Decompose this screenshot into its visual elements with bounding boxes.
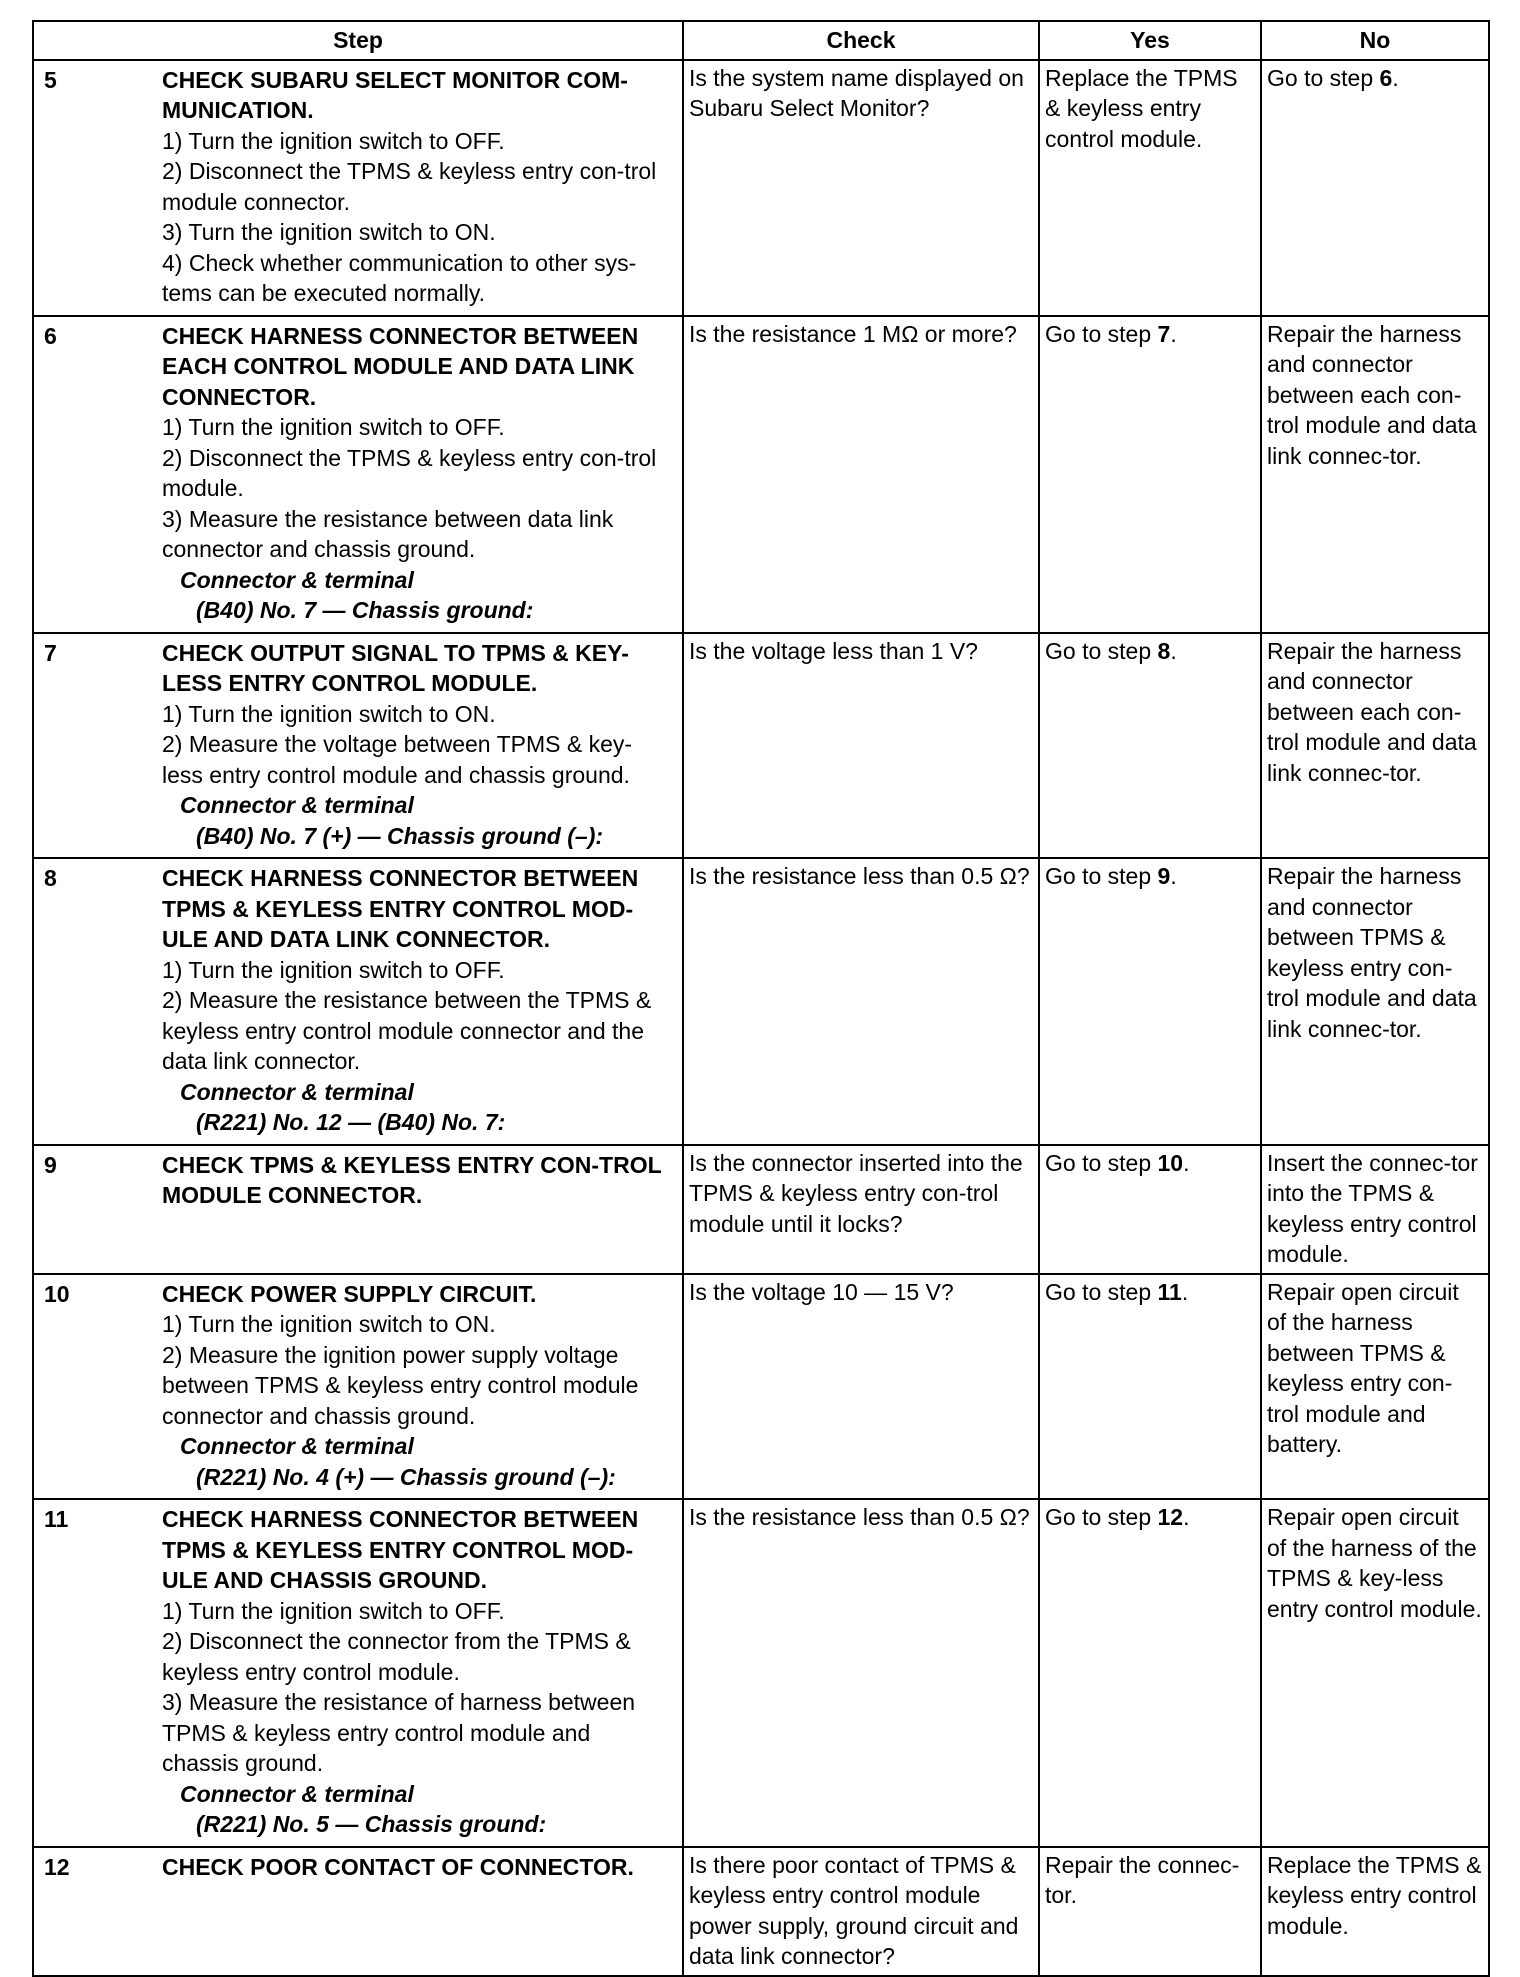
diagnostic-document [32,20,1488,1977]
yes-suffix: . [1170,637,1177,664]
no-cell [1261,1499,1489,1847]
step-body [162,1852,672,1883]
yes-step-ref: 11 [1157,1278,1182,1305]
step-body [162,1150,672,1211]
connector-terminal-label: Connector & terminal [180,792,414,818]
step-title: CHECK POOR CONTACT OF CONNECTOR. [162,1853,634,1880]
connector-terminal-value: (R221) No. 4 (+) — Chassis ground (–): [196,1463,616,1490]
step-body [162,638,672,852]
no-text: Replace the TPMS & keyless entry control module. [1267,1851,1482,1939]
yes-step-ref: 8 [1157,637,1171,664]
yes-text: Go to step [1045,637,1152,664]
step-content [39,861,677,1141]
header-step: Step [33,21,683,60]
no-cell [1261,858,1489,1145]
step-content [39,319,677,629]
step-body [162,321,672,626]
step-content [39,63,677,312]
no-cell [1261,316,1489,633]
step-cell [33,633,683,859]
yes-suffix: . [1181,1278,1189,1305]
table-body [33,60,1489,1976]
no-cell [1261,1274,1489,1500]
step-title: CHECK HARNESS CONNECTOR BETWEEN EACH CONTROL MODULE AND DATA LINK CONNECTOR. [162,322,639,410]
table-row [33,858,1489,1145]
no-cell [1261,1145,1489,1274]
step-content [39,636,677,855]
step-instruction: 2) Disconnect the TPMS & keyless entry con-trol module connector. [162,158,657,215]
step-body [162,863,672,1138]
step-number: 9 [44,1151,57,1178]
step-instruction: 3) Measure the resistance between data link connector and chassis ground. [162,505,614,562]
check-cell: Is there poor contact of TPMS & keyless entry control module power supply, ground circuit and data link connector? [683,1847,1039,1976]
step-instruction: 1) Turn the ignition switch to ON. [162,1311,496,1337]
yes-step-ref: 10 [1157,1149,1184,1176]
check-cell: Is the voltage less than 1 V? [683,633,1039,859]
table-row [33,1499,1489,1847]
check-cell: Is the system name displayed on Subaru Select Monitor? [683,60,1039,316]
step-number: 8 [44,865,57,891]
table-row [33,1847,1489,1976]
yes-step-ref: 7 [1157,320,1171,347]
yes-suffix: . [1183,1504,1190,1530]
table-row [33,60,1489,316]
step-instruction: 2) Measure the resistance between the TPMS & keyless entry control module connector and the data link connector. [162,987,652,1074]
step-instruction: 2) Disconnect the connector from the TPMS & keyless entry control module. [162,1628,631,1685]
step-number: 7 [44,639,57,666]
diagnostic-table [32,20,1490,1977]
step-instruction: 1) Turn the ignition switch to OFF. [162,956,505,983]
yes-suffix: . [1170,320,1177,347]
yes-cell [1039,1499,1261,1847]
yes-cell [1039,1847,1261,1976]
yes-text: Go to step [1045,1504,1152,1530]
step-body [162,1279,672,1493]
step-number: 5 [44,66,57,93]
connector-terminal-value: (B40) No. 7 (+) — Chassis ground (–): [196,822,604,849]
step-instruction: 2) Measure the voltage between TPMS & key-less entry control module and chassis ground. [162,731,633,788]
step-content [39,1502,677,1843]
yes-text: Repair the connec-tor. [1045,1851,1240,1908]
check-cell: Is the resistance less than 0.5 Ω? [683,858,1039,1145]
step-body [162,65,672,309]
step-body [162,1504,672,1840]
no-cell [1261,60,1489,316]
yes-text: Go to step [1045,320,1152,347]
step-title: CHECK HARNESS CONNECTOR BETWEEN TPMS & KEYLESS ENTRY CONTROL MOD-ULE AND DATA LINK CONNECTOR. [162,865,639,952]
yes-cell [1039,1145,1261,1274]
no-text: Repair open circuit of the harness between TPMS & keyless entry con-trol module and battery. [1267,1278,1459,1457]
table-row [33,1145,1489,1274]
step-cell [33,1847,683,1976]
connector-terminal-label: Connector & terminal [180,1078,414,1105]
yes-cell [1039,858,1261,1145]
header-no: No [1261,21,1489,60]
step-number: 12 [44,1853,70,1880]
step-instruction: 3) Measure the resistance of harness between TPMS & keyless entry control module and chassis ground. [162,1689,636,1776]
yes-text: Go to step [1045,1278,1152,1305]
check-cell: Is the connector inserted into the TPMS & keyless entry con-trol module until it locks? [683,1145,1039,1274]
no-text: Repair open circuit of the harness of the TPMS & key-less entry control module. [1267,1504,1482,1622]
yes-text: Replace the TPMS & keyless entry control module. [1045,64,1238,152]
yes-cell [1039,60,1261,316]
table-row [33,316,1489,633]
step-cell [33,1274,683,1500]
yes-text: Go to step [1045,1149,1152,1176]
yes-cell [1039,1274,1261,1500]
step-instruction: 1) Turn the ignition switch to OFF. [162,127,505,154]
step-cell [33,858,683,1145]
step-cell [33,316,683,633]
check-cell: Is the resistance less than 0.5 Ω? [683,1499,1039,1847]
step-number: 6 [44,322,57,349]
step-content [39,1277,677,1496]
connector-terminal-value: (R221) No. 12 — (B40) No. 7: [196,1109,506,1135]
step-cell [33,60,683,316]
step-number: 11 [44,1506,69,1532]
connector-terminal-value: (R221) No. 5 — Chassis ground: [196,1811,547,1837]
no-text: Go to step [1267,64,1374,91]
step-title: CHECK TPMS & KEYLESS ENTRY CON-TROL MODULE CONNECTOR. [162,1151,662,1208]
check-cell: Is the resistance 1 MΩ or more? [683,316,1039,633]
yes-cell [1039,316,1261,633]
step-title: CHECK HARNESS CONNECTOR BETWEEN TPMS & KEYLESS ENTRY CONTROL MOD-ULE AND CHASSIS GROUND. [162,1506,639,1593]
no-cell [1261,1847,1489,1976]
step-title: CHECK OUTPUT SIGNAL TO TPMS & KEY-LESS ENTRY CONTROL MODULE. [162,639,629,696]
table-row [33,633,1489,859]
no-text: Repair the harness and connector between TPMS & keyless entry con-trol module and data link connec-tor. [1267,863,1477,1042]
step-number: 10 [44,1280,70,1307]
yes-suffix: . [1170,863,1177,889]
connector-terminal-value: (B40) No. 7 — Chassis ground: [196,597,534,623]
step-instruction: 3) Turn the ignition switch to ON. [162,219,496,245]
header-check: Check [683,21,1039,60]
yes-step-ref: 9 [1157,863,1171,889]
no-suffix: . [1392,64,1399,91]
no-text: Insert the connec-tor into the TPMS & keyless entry control module. [1267,1149,1478,1267]
connector-terminal-label: Connector & terminal [180,1433,414,1459]
yes-text: Go to step [1045,863,1152,889]
check-cell: Is the voltage 10 — 15 V? [683,1274,1039,1500]
header-yes: Yes [1039,21,1261,60]
no-text: Repair the harness and connector between each con-trol module and data link connec-tor. [1267,637,1477,786]
step-title: CHECK POWER SUPPLY CIRCUIT. [162,1280,537,1307]
step-instruction: 4) Check whether communication to other sys-tems can be executed normally. [162,249,637,306]
step-instruction: 1) Turn the ignition switch to ON. [162,700,496,727]
no-step-ref: 6 [1379,64,1393,91]
step-content [39,1148,677,1214]
table-header-row [33,21,1489,60]
step-cell [33,1499,683,1847]
yes-cell [1039,633,1261,859]
yes-suffix: . [1183,1149,1190,1176]
connector-terminal-label: Connector & terminal [180,1780,414,1807]
yes-step-ref: 12 [1157,1504,1184,1530]
no-cell [1261,633,1489,859]
step-cell [33,1145,683,1274]
no-text: Repair the harness and connector between each con-trol module and data link connec-tor. [1267,320,1477,469]
step-instruction: 2) Disconnect the TPMS & keyless entry con-trol module. [162,444,657,501]
step-title: CHECK SUBARU SELECT MONITOR COM-MUNICATION. [162,66,628,123]
step-instruction: 1) Turn the ignition switch to OFF. [162,1597,505,1624]
step-instruction: 2) Measure the ignition power supply voltage between TPMS & keyless entry control module connector and chassis ground. [162,1341,639,1429]
step-instruction: 1) Turn the ignition switch to OFF. [162,414,505,440]
step-content [39,1850,677,1886]
connector-terminal-label: Connector & terminal [180,566,414,593]
table-row [33,1274,1489,1500]
